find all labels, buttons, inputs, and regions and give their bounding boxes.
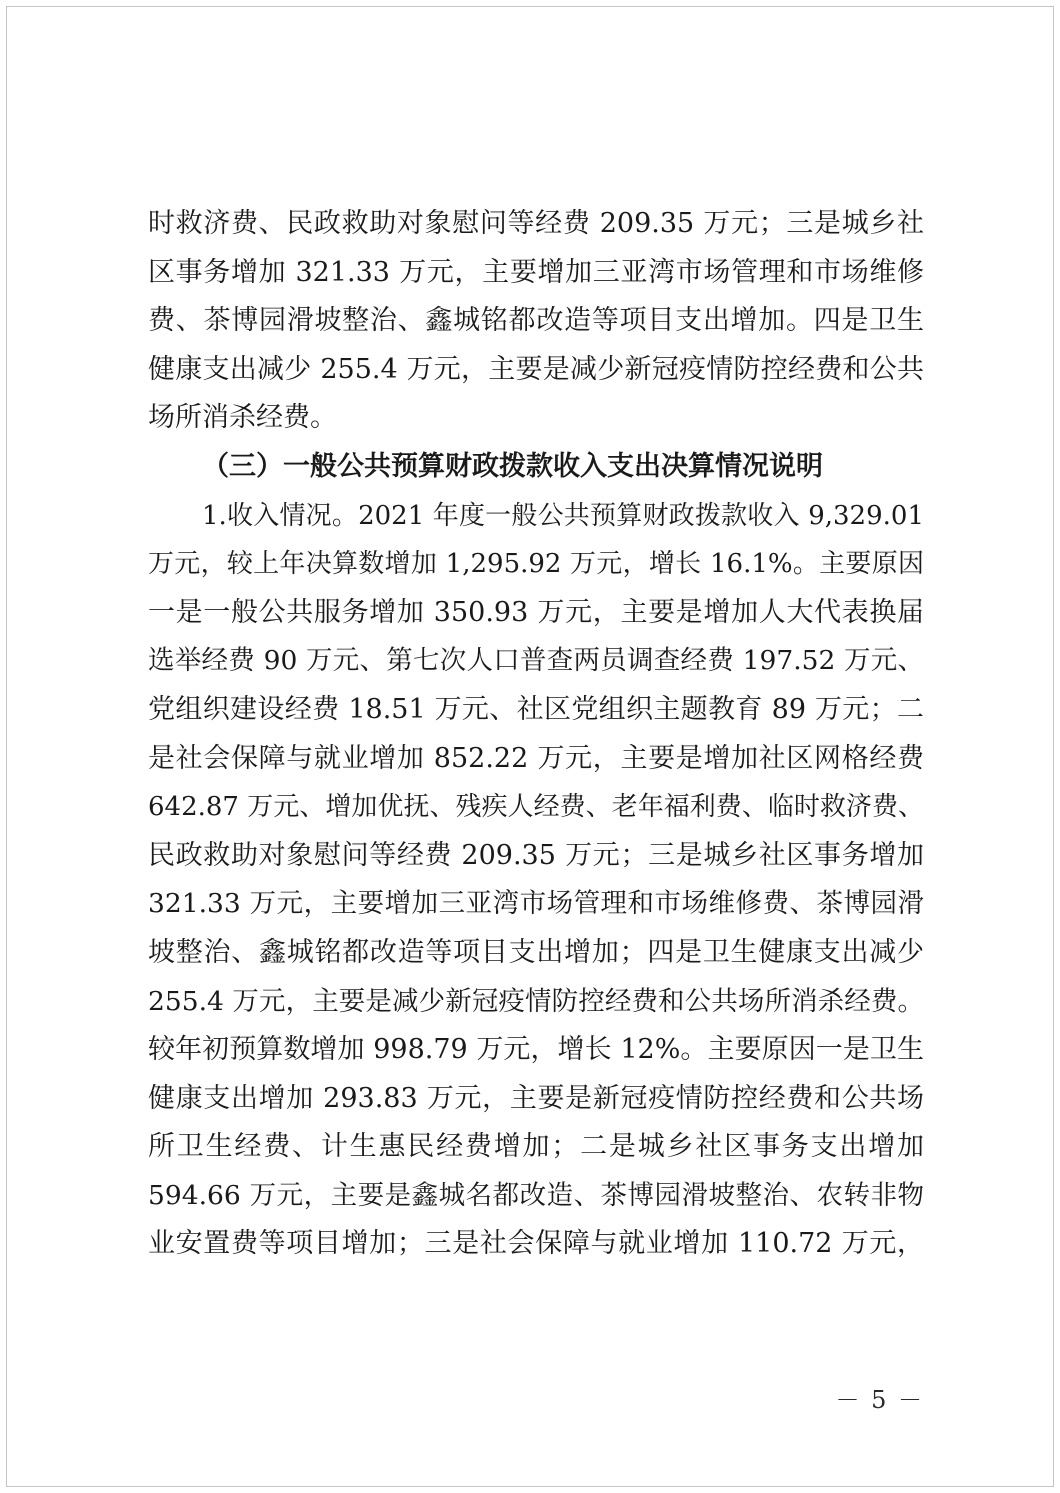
section-heading: （三）一般公共预算财政拨款收入支出决算情况说明: [202, 450, 823, 482]
body-line: 是社会保障与就业增加 852.22 万元，主要是增加社区网格经费: [148, 742, 924, 774]
body-line: 选举经费 90 万元、第七次人口普查两员调查经费 197.52 万元、: [148, 645, 924, 677]
body-line: 健康支出减少 255.4 万元，主要是减少新冠疫情防控经费和公共: [148, 353, 924, 385]
body-line: 万元，较上年决算数增加 1,295.92 万元，增长 16.1%。主要原因: [148, 549, 924, 580]
body-line: 594.66 万元，主要是鑫城名都改造、茶博园滑坡整治、农转非物: [148, 1179, 924, 1211]
body-line: 业安置费等项目增加；三是社会保障与就业增加 110.72 万元，: [148, 1228, 924, 1260]
body-line: 321.33 万元，主要增加三亚湾市场管理和市场维修费、茶博园滑: [148, 888, 924, 920]
body-line: 较年初预算数增加 998.79 万元，增长 12%。主要原因一是卫生: [148, 1034, 924, 1066]
body-line: 场所消杀经费。: [148, 402, 337, 434]
body-line: 255.4 万元，主要是减少新冠疫情防控经费和公共场所消杀经费。: [148, 985, 924, 1017]
body-line: 费、茶博园滑坡整治、鑫城铭都改造等项目支出增加。四是卫生: [148, 305, 924, 337]
body-line: 一是一般公共服务增加 350.93 万元，主要是增加人大代表换届: [148, 596, 924, 628]
paragraph-start-line: 1.收入情况。2021 年度一般公共预算财政拨款收入 9,329.01: [202, 500, 924, 531]
body-line: 健康支出增加 293.83 万元，主要是新冠疫情防控经费和公共场: [148, 1082, 924, 1114]
document-body: [148, 200, 924, 1269]
body-line: 642.87 万元、增加优抚、残疾人经费、老年福利费、临时救济费、: [148, 792, 924, 823]
body-line: 所卫生经费、计生惠民经费增加；二是城乡社区事务支出增加: [148, 1131, 924, 1163]
body-line: 民政救助对象慰问等经费 209.35 万元；三是城乡社区事务增加: [148, 839, 924, 871]
body-line: 坡整治、鑫城铭都改造等项目支出增加；四是卫生健康支出减少: [148, 936, 924, 968]
body-line: 党组织建设经费 18.51 万元、社区党组织主题教育 89 万元；二: [148, 693, 924, 725]
page-number: － 5 －: [835, 1386, 924, 1414]
body-line: 时救济费、民政救助对象慰问等经费 209.35 万元；三是城乡社: [148, 208, 924, 239]
body-line: 区事务增加 321.33 万元，主要增加三亚湾市场管理和市场维修: [148, 256, 924, 288]
